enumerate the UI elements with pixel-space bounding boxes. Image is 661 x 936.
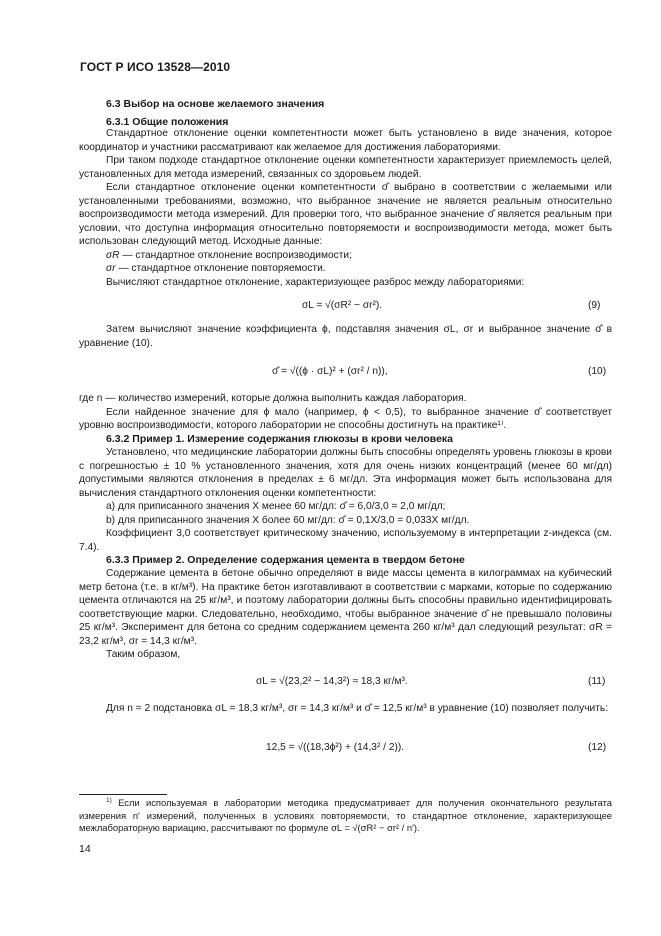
- equation-number: (12): [588, 742, 607, 753]
- subsection-title: 6.3.3 Пример 2. Определение содержания цемента в твердом бетоне: [106, 554, 465, 566]
- section-6-3-2-body: [79, 446, 612, 554]
- paragraph: Вычисляют стандартное отклонение, характеризующее разброс между лабораториями:: [106, 276, 525, 288]
- paragraph: Затем вычисляют значение коэффициента ϕ, подставляя значения σL, σr и выбранное значение σ̂ в уравнение (10).: [79, 324, 612, 349]
- section-6-3-1-body: [79, 127, 612, 289]
- list-item: b) для приписанного значения X более 60 мг/дл: σ̂ = 0,1X/3,0 = 0,033X мг/дл.: [106, 514, 470, 526]
- paragraph: Стандартное отклонение оценки компетентности может быть установлено в виде значения, которое координатор и участники рассматривают как желаемое для достижения лабораториями.: [79, 128, 612, 153]
- paragraph: где n — количество измерений, которые должна выполнить каждая лаборатория.: [79, 393, 467, 404]
- equation-number: (11): [588, 676, 606, 687]
- equation-12: 12,5 = √((18,3ϕ²) + (14,3² / 2)).: [266, 742, 405, 753]
- equation-number: (10): [588, 366, 607, 377]
- paragraph-block: [79, 323, 612, 350]
- equation-10: σ̂ = √((ϕ · σL)² + (σr² / n)),: [272, 366, 388, 377]
- paragraph: Если стандартное отклонение оценки компетентности σ̂ выбрано в соответствии с желаемыми или установленными требованиями, возможно, что выбранное значение не является реальным относительно воспроизводимости метода измерений. Для проверки того, что выбранное значение σ̂ является реальным при условии, что доступна информация относительно повторяемости и воспроизводимости метода, может быть использован следующий метод. Исходные данные:: [79, 182, 612, 247]
- footnote-text: $^{1)}$ Если используемая в лаборатории методика предусматривает для получения окончательного результата измерения n′ измерений, полученных в условиях повторяемости, то стандартное отклонение, характеризующее межлабораторную вариацию, рассчитывают по формуле σL = √(σR² − σr² / n′).: [79, 796, 613, 833]
- paragraph: При таком подходе стандартное отклонение оценки компетентности характеризует приемлемость целей, установленных для метода измерений, связанных со здоровьем людей.: [79, 155, 612, 180]
- footnote: [79, 797, 612, 835]
- section-title: 6.3 Выбор на основе желаемого значения: [106, 98, 325, 110]
- paragraph-block: [79, 702, 612, 716]
- definition-item: σR — стандартное отклонение воспроизводимости;: [106, 249, 352, 261]
- section-6-3-3-body: [79, 567, 612, 662]
- paragraph: Таким образом,: [106, 649, 181, 660]
- paragraph: Установлено, что медицинские лаборатории должны быть способны определять уровень глюкозы в крови с погрешностью ± 10 % установленного значения, хотя для очень низких концентраций (менее 60 мг/дл) допустимыми являются отклонения в пределах ± 6 мг/дл. Эта информация может быть использована для вычисления стандартного отклонения оценки компетентности:: [79, 447, 612, 499]
- paragraph: Коэффициент 3,0 соответствует критическому значению, используемому в интерпретации z-индекса (см. 7.4).: [79, 528, 612, 553]
- subsection-title: 6.3.2 Пример 1. Измерение содержания глюкозы в крови человека: [106, 433, 454, 445]
- equation-11: σL = √(23,2² − 14,3²) ≈ 18,3 кг/м³.: [256, 676, 408, 687]
- paragraph: Для n = 2 подстановка σL = 18,3 кг/м³, σr = 14,3 кг/м³ и σ̂ = 12,5 кг/м³ в уравнение (10) позволяет получить:: [106, 703, 609, 714]
- definition-item: σr — стандартное отклонение повторяемости.: [106, 263, 326, 274]
- equation-9: σL = √(σR² − σr²).: [302, 300, 383, 311]
- paragraph-block: [79, 392, 612, 433]
- paragraph: Содержание цемента в бетоне обычно определяют в виде массы цемента в килограммах на кубический метр бетона (т.е. в кг/м³). На практике бетон изготавливают в соответствии с марками, которые по содержанию цемента отличаются на 25 кг/м³, и поэтому лаборатории должны быть способны правильно идентифицировать соответствующие марки. Следовательно, необходимо, чтобы выбранное значение σ̂ не превышало половины 25 кг/м³. Эксперимент для бетона со средним содержанием цемента 260 кг/м³ дал следующий результат: σR = 23,2 кг/м³, σr = 14,3 кг/м³.: [79, 568, 612, 647]
- paragraph: Если найденное значение для ϕ мало (например, ϕ < 0,5), то выбранное значение σ̂ соответствует уровню воспроизводимости, которого лаборатории не способны достигнуть на практике¹⁾.: [79, 406, 612, 431]
- document-code: ГОСТ Р ИСО 13528—2010: [80, 60, 231, 74]
- footnote-divider: [79, 794, 167, 795]
- equation-number: (9): [588, 300, 601, 311]
- page-number: 14: [79, 843, 91, 855]
- subsection-title: 6.3.1 Общие положения: [106, 116, 229, 128]
- list-item: а) для приписанного значения X менее 60 мг/дл: σ̂ = 6,0/3,0 = 2,0 мг/дл;: [106, 501, 446, 512]
